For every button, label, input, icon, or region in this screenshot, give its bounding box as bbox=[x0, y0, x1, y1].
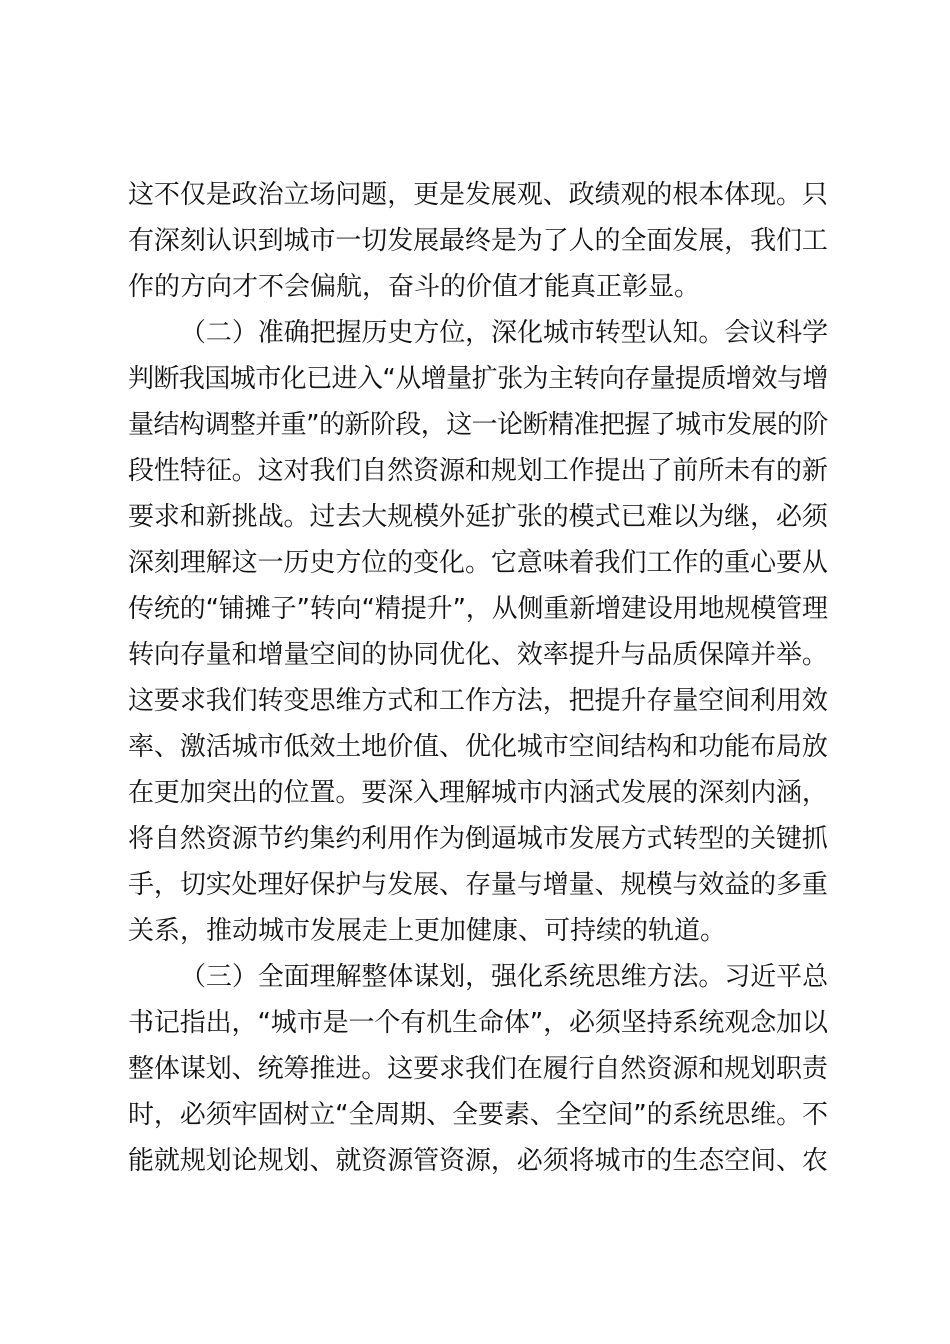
text-line: 作的方向才不会偏航，奋斗的价值才能真正彰显。 bbox=[128, 272, 701, 302]
text-line: 有深刻认识到城市一切发展最终是为了人的全面发展，我们工 bbox=[128, 226, 828, 256]
text-line: 判断我国城市化已进入“从增量扩张为主转向存量提质增效与增 bbox=[128, 364, 828, 394]
text-line: （二）准确把握历史方位，深化城市转型认知。会议科学 bbox=[180, 318, 829, 348]
text-line: 在更加突出的位置。要深入理解城市内涵式发展的深刻内涵， bbox=[128, 778, 828, 808]
text-line: （三）全面理解整体谋划，强化系统思维方法。习近平总 bbox=[180, 962, 829, 992]
text-line: 深刻理解这一历史方位的变化。它意味着我们工作的重心要从 bbox=[128, 548, 828, 578]
text-line: 时，必须牢固树立“全周期、全要素、全空间”的系统思维。不 bbox=[128, 1100, 828, 1130]
text-line: 整体谋划、统筹推进。这要求我们在履行自然资源和规划职责 bbox=[128, 1054, 828, 1084]
text-line: 关系，推动城市发展走上更加健康、可持续的轨道。 bbox=[128, 916, 727, 946]
text-line: 书记指出，“城市是一个有机生命体”，必须坚持系统观念加以 bbox=[128, 1008, 828, 1038]
text-line: 这不仅是政治立场问题，更是发展观、政绩观的根本体现。只 bbox=[128, 180, 828, 210]
text-line: 这要求我们转变思维方式和工作方法，把提升存量空间利用效 bbox=[128, 686, 828, 716]
text-line: 率、激活城市低效土地价值、优化城市空间结构和功能布局放 bbox=[128, 732, 828, 762]
text-line: 手，切实处理好保护与发展、存量与增量、规模与效益的多重 bbox=[128, 870, 828, 900]
text-line: 传统的“铺摊子”转向“精提升”，从侧重新增建设用地规模管理 bbox=[128, 594, 828, 624]
text-line: 转向存量和增量空间的协同优化、效率提升与品质保障并举。 bbox=[128, 640, 828, 670]
text-line: 要求和新挑战。过去大规模外延扩张的模式已难以为继，必须 bbox=[128, 502, 828, 532]
text-line: 将自然资源节约集约利用作为倒逼城市发展方式转型的关键抓 bbox=[128, 824, 828, 854]
text-line: 段性特征。这对我们自然资源和规划工作提出了前所未有的新 bbox=[128, 456, 828, 486]
text-line: 能就规划论规划、就资源管资源，必须将城市的生态空间、农 bbox=[128, 1146, 828, 1176]
text-line: 量结构调整并重”的新阶段，这一论断精准把握了城市发展的阶 bbox=[128, 410, 828, 440]
